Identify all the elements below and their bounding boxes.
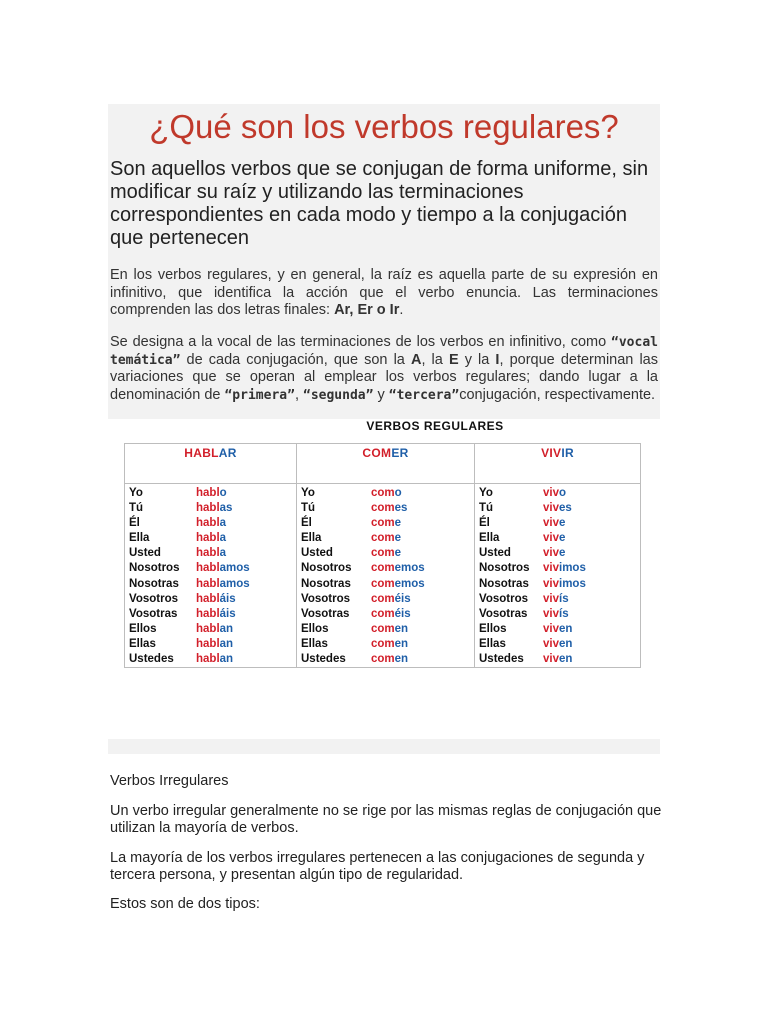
table-row <box>129 531 296 546</box>
conjugated-verb <box>196 516 226 531</box>
table-column-comer <box>296 444 474 667</box>
conjugated-verb <box>543 637 572 652</box>
table-row <box>129 486 296 501</box>
conjugated-verb <box>371 546 401 561</box>
pronoun: Ellos <box>301 622 329 635</box>
irregular-heading: Verbos Irregulares <box>110 773 229 789</box>
column-header <box>475 444 640 484</box>
table-row <box>301 561 474 576</box>
verb-ending: a <box>219 517 227 530</box>
verb-stem: viv <box>543 487 559 499</box>
table-row <box>129 501 296 516</box>
pronoun: Yo <box>129 487 143 499</box>
table-row <box>479 607 640 622</box>
pronoun: Nosotras <box>479 577 529 590</box>
table-row <box>479 592 640 607</box>
verb-ending: e <box>559 532 566 545</box>
table-row <box>301 622 474 637</box>
table-row <box>301 577 474 592</box>
conjugated-verb <box>543 546 565 561</box>
pronoun: Vosotras <box>129 607 178 620</box>
verb-stem: com <box>371 532 395 545</box>
text-fragment: Se designa a la vocal de las terminaciones de los verbos en infinitivo, como <box>110 334 612 350</box>
verb-stem: viv <box>543 607 559 620</box>
column-rows <box>129 486 296 667</box>
verb-stem: habl <box>196 532 220 545</box>
pronoun: Él <box>479 517 490 530</box>
conjugated-verb <box>196 577 250 592</box>
pronoun: Ella <box>129 532 150 545</box>
verb-ending: ís <box>559 592 569 605</box>
paragraph-raiz-end: . <box>399 302 404 318</box>
pronoun: Usted <box>301 547 333 560</box>
verb-stem: viv <box>543 547 559 560</box>
conjugated-verb <box>196 531 226 546</box>
table-row <box>479 546 640 561</box>
table-row <box>479 501 640 516</box>
segunda-term: “segunda” <box>303 387 374 403</box>
verb-stem: viv <box>543 502 559 515</box>
verb-stem: habl <box>196 607 220 620</box>
conjugated-verb <box>371 516 401 531</box>
verb-stem: com <box>371 517 395 530</box>
verb-ending: es <box>394 502 408 515</box>
table-column-vivir <box>474 444 640 667</box>
pronoun: Nosotros <box>301 562 352 575</box>
table-row <box>301 486 474 501</box>
irregular-paragraph-2: La mayoría de los verbos irregulares pertenecen a las conjugaciones de segunda y tercera persona, y presentan algún tipo de regularidad. <box>110 850 645 883</box>
verb-ending: o <box>394 487 402 499</box>
conjugated-verb <box>371 501 407 516</box>
table-row <box>479 652 640 667</box>
conjugated-verb <box>196 637 233 652</box>
verb-ending: emos <box>394 577 425 590</box>
verb-ending: en <box>394 653 409 666</box>
conjugated-verb <box>371 561 425 576</box>
pronoun: Ella <box>301 532 322 545</box>
verb-ending: ís <box>559 607 569 620</box>
table-row <box>129 516 296 531</box>
table-row <box>129 652 296 667</box>
conjugated-verb <box>371 592 411 607</box>
verb-ending: emos <box>394 562 425 575</box>
pronoun: Vosotros <box>479 592 528 605</box>
conjugated-verb <box>543 561 586 576</box>
verb-ending: a <box>219 547 227 560</box>
verb-ending: a <box>219 532 227 545</box>
paragraph-raiz-endings: Ar, Er o Ir <box>334 302 400 318</box>
pronoun: Yo <box>479 487 493 499</box>
conjugated-verb <box>543 592 569 607</box>
verb-stem: com <box>371 577 395 590</box>
conjugated-verb <box>371 486 402 501</box>
table-row <box>301 607 474 622</box>
text-fragment: , la <box>421 351 449 368</box>
verb-ending: imos <box>559 562 586 575</box>
conjugated-verb <box>543 577 586 592</box>
verb-stem: com <box>371 547 395 560</box>
verb-stem: habl <box>196 592 220 605</box>
pronoun: Nosotros <box>129 562 180 575</box>
conjugation-table <box>124 443 641 668</box>
verb-ending: en <box>394 637 409 650</box>
verb-stem: habl <box>196 622 220 635</box>
table-row <box>301 592 474 607</box>
table-row <box>479 531 640 546</box>
verb-stem: com <box>371 592 395 605</box>
verb-ending: en <box>394 622 409 635</box>
verb-stem: habl <box>196 653 220 666</box>
verb-ending: éis <box>394 592 411 605</box>
verb-stem: viv <box>543 517 559 530</box>
pronoun: Vosotras <box>301 607 350 620</box>
conjugated-verb <box>543 501 572 516</box>
conjugated-verb <box>371 652 408 667</box>
column-rows <box>479 486 640 667</box>
pronoun: Él <box>301 517 312 530</box>
verb-ending: an <box>219 653 234 666</box>
table-row <box>129 637 296 652</box>
header-ending: ER <box>391 446 409 460</box>
pronoun: Nosotras <box>301 577 351 590</box>
conjugated-verb <box>196 592 236 607</box>
verb-ending: es <box>559 502 572 515</box>
header-stem: VIV <box>541 446 562 460</box>
column-header <box>125 444 296 484</box>
verb-stem: viv <box>543 562 559 575</box>
irregular-paragraph-1: Un verbo irregular generalmente no se rige por las mismas reglas de conjugación que utilizan la mayoría de verbos. <box>110 803 662 836</box>
verb-stem: viv <box>543 532 559 545</box>
verb-ending: as <box>219 502 233 515</box>
pronoun: Yo <box>301 487 315 499</box>
verb-stem: viv <box>543 653 559 666</box>
table-row <box>479 577 640 592</box>
vowel-e: E <box>448 351 459 368</box>
verb-stem: viv <box>543 637 559 650</box>
primera-term: “primera” <box>224 387 295 403</box>
verb-ending: e <box>559 547 566 560</box>
column-rows <box>301 486 474 667</box>
paragraph-raiz-text: En los verbos regulares, y en general, la raíz es aquella parte de su expresión en infinitivo, que identifica la acción que el verbo enuncia. Las terminaciones comprenden las dos letras finales: <box>110 267 658 318</box>
verb-ending: an <box>219 622 234 635</box>
column-header <box>297 444 474 484</box>
paragraph-raiz <box>110 267 658 320</box>
verb-stem: com <box>371 607 395 620</box>
pronoun: Ellas <box>479 637 506 650</box>
verb-stem: viv <box>543 592 559 605</box>
verb-ending: amos <box>219 577 250 590</box>
verb-stem: com <box>371 502 395 515</box>
table-row <box>479 622 640 637</box>
pronoun: Vosotras <box>479 607 528 620</box>
conjugated-verb <box>196 501 232 516</box>
text-fragment: y la <box>458 351 496 368</box>
verb-stem: com <box>371 653 395 666</box>
verb-ending: e <box>394 517 402 530</box>
pronoun: Usted <box>479 547 511 560</box>
conjugated-verb <box>543 607 569 622</box>
vocal-tematica-term: “vocal temática” <box>110 335 658 368</box>
verb-stem: habl <box>196 487 220 499</box>
pronoun: Ellas <box>129 637 156 650</box>
verb-ending: o <box>559 487 567 499</box>
conjugated-verb <box>371 622 408 637</box>
pronoun: Ustedes <box>479 653 524 666</box>
divider-strip <box>108 739 660 754</box>
text-fragment: , <box>294 386 303 403</box>
verb-ending: amos <box>219 562 250 575</box>
pronoun: Usted <box>129 547 161 560</box>
text-fragment: de cada conjugación, que son la <box>180 351 411 368</box>
pronoun: Vosotros <box>129 592 178 605</box>
verb-ending: an <box>219 637 234 650</box>
verb-stem: habl <box>196 577 220 590</box>
vowel-i: I <box>495 351 500 368</box>
table-row <box>129 622 296 637</box>
header-ending: AR <box>218 446 237 460</box>
verb-ending: imos <box>559 577 586 590</box>
header-ending: IR <box>561 446 574 460</box>
conjugated-verb <box>543 652 572 667</box>
pronoun: Ellas <box>301 637 328 650</box>
conjugated-verb <box>196 486 227 501</box>
paragraph-vocal-tematica <box>110 334 658 404</box>
irregular-paragraph-3: Estos son de dos tipos: <box>110 896 260 912</box>
table-row <box>129 592 296 607</box>
verb-ending: áis <box>219 592 236 605</box>
pronoun: Tú <box>301 502 316 515</box>
pronoun: Vosotros <box>301 592 350 605</box>
table-row <box>301 501 474 516</box>
verb-ending: e <box>394 547 402 560</box>
conjugated-verb <box>543 622 572 637</box>
text-fragment: conjugación, respectivamente. <box>459 386 656 403</box>
header-stem: COM <box>362 446 392 460</box>
verb-ending: éis <box>394 607 411 620</box>
table-row <box>129 577 296 592</box>
pronoun: Nosotras <box>129 577 179 590</box>
conjugated-verb <box>196 622 233 637</box>
table-row <box>479 486 640 501</box>
verb-stem: com <box>371 487 395 499</box>
verb-stem: com <box>371 622 395 635</box>
table-row <box>479 561 640 576</box>
pronoun: Nosotros <box>479 562 530 575</box>
table-row <box>301 652 474 667</box>
table-row <box>129 546 296 561</box>
conjugation-table-title: VERBOS REGULARES <box>366 419 504 433</box>
table-row <box>479 637 640 652</box>
conjugated-verb <box>371 637 408 652</box>
conjugated-verb <box>371 607 411 622</box>
pronoun: Él <box>129 517 140 530</box>
conjugated-verb <box>196 652 233 667</box>
conjugated-verb <box>371 531 401 546</box>
verb-stem: habl <box>196 562 220 575</box>
pronoun: Tú <box>129 502 144 515</box>
verb-stem: habl <box>196 502 220 515</box>
table-column-hablar <box>125 444 296 667</box>
verb-ending: en <box>559 622 573 635</box>
verb-ending: o <box>219 487 227 499</box>
table-row <box>301 531 474 546</box>
conjugated-verb <box>543 516 565 531</box>
conjugated-verb <box>196 546 226 561</box>
table-row <box>301 546 474 561</box>
pronoun: Ustedes <box>129 653 174 666</box>
pronoun: Tú <box>479 502 494 515</box>
verb-ending: e <box>559 517 566 530</box>
verb-stem: viv <box>543 622 559 635</box>
tercera-term: “tercera” <box>388 387 460 403</box>
text-fragment: , porque determinan las variaciones que se operan al emplear los verbos regulares; dando lugar a la denominación de <box>110 351 658 403</box>
verb-stem: habl <box>196 517 220 530</box>
table-row <box>129 607 296 622</box>
header-stem: HABL <box>184 446 219 460</box>
vowel-a: A <box>410 351 422 368</box>
table-row <box>129 561 296 576</box>
table-row <box>301 516 474 531</box>
verb-stem: com <box>371 637 395 650</box>
conjugated-verb <box>543 486 566 501</box>
table-row <box>301 637 474 652</box>
verb-ending: en <box>559 653 573 666</box>
pronoun: Ellos <box>479 622 507 635</box>
verb-ending: en <box>559 637 573 650</box>
conjugated-verb <box>196 561 250 576</box>
pronoun: Ustedes <box>301 653 346 666</box>
verb-stem: habl <box>196 637 220 650</box>
verb-stem: habl <box>196 547 220 560</box>
conjugated-verb <box>371 577 425 592</box>
table-row <box>479 516 640 531</box>
verb-ending: áis <box>219 607 236 620</box>
conjugated-verb <box>543 531 565 546</box>
page-title: ¿Qué son los verbos regulares? <box>149 108 619 145</box>
pronoun: Ella <box>479 532 500 545</box>
verb-stem: viv <box>543 577 559 590</box>
verb-stem: com <box>371 562 395 575</box>
text-fragment: y <box>373 386 389 403</box>
pronoun: Ellos <box>129 622 157 635</box>
conjugated-verb <box>196 607 236 622</box>
verb-ending: e <box>394 532 402 545</box>
lead-paragraph: Son aquellos verbos que se conjugan de forma uniforme, sin modificar su raíz y utilizando las terminaciones correspondientes en cada modo y tiempo a la conjugación que pertenecen <box>110 158 649 249</box>
